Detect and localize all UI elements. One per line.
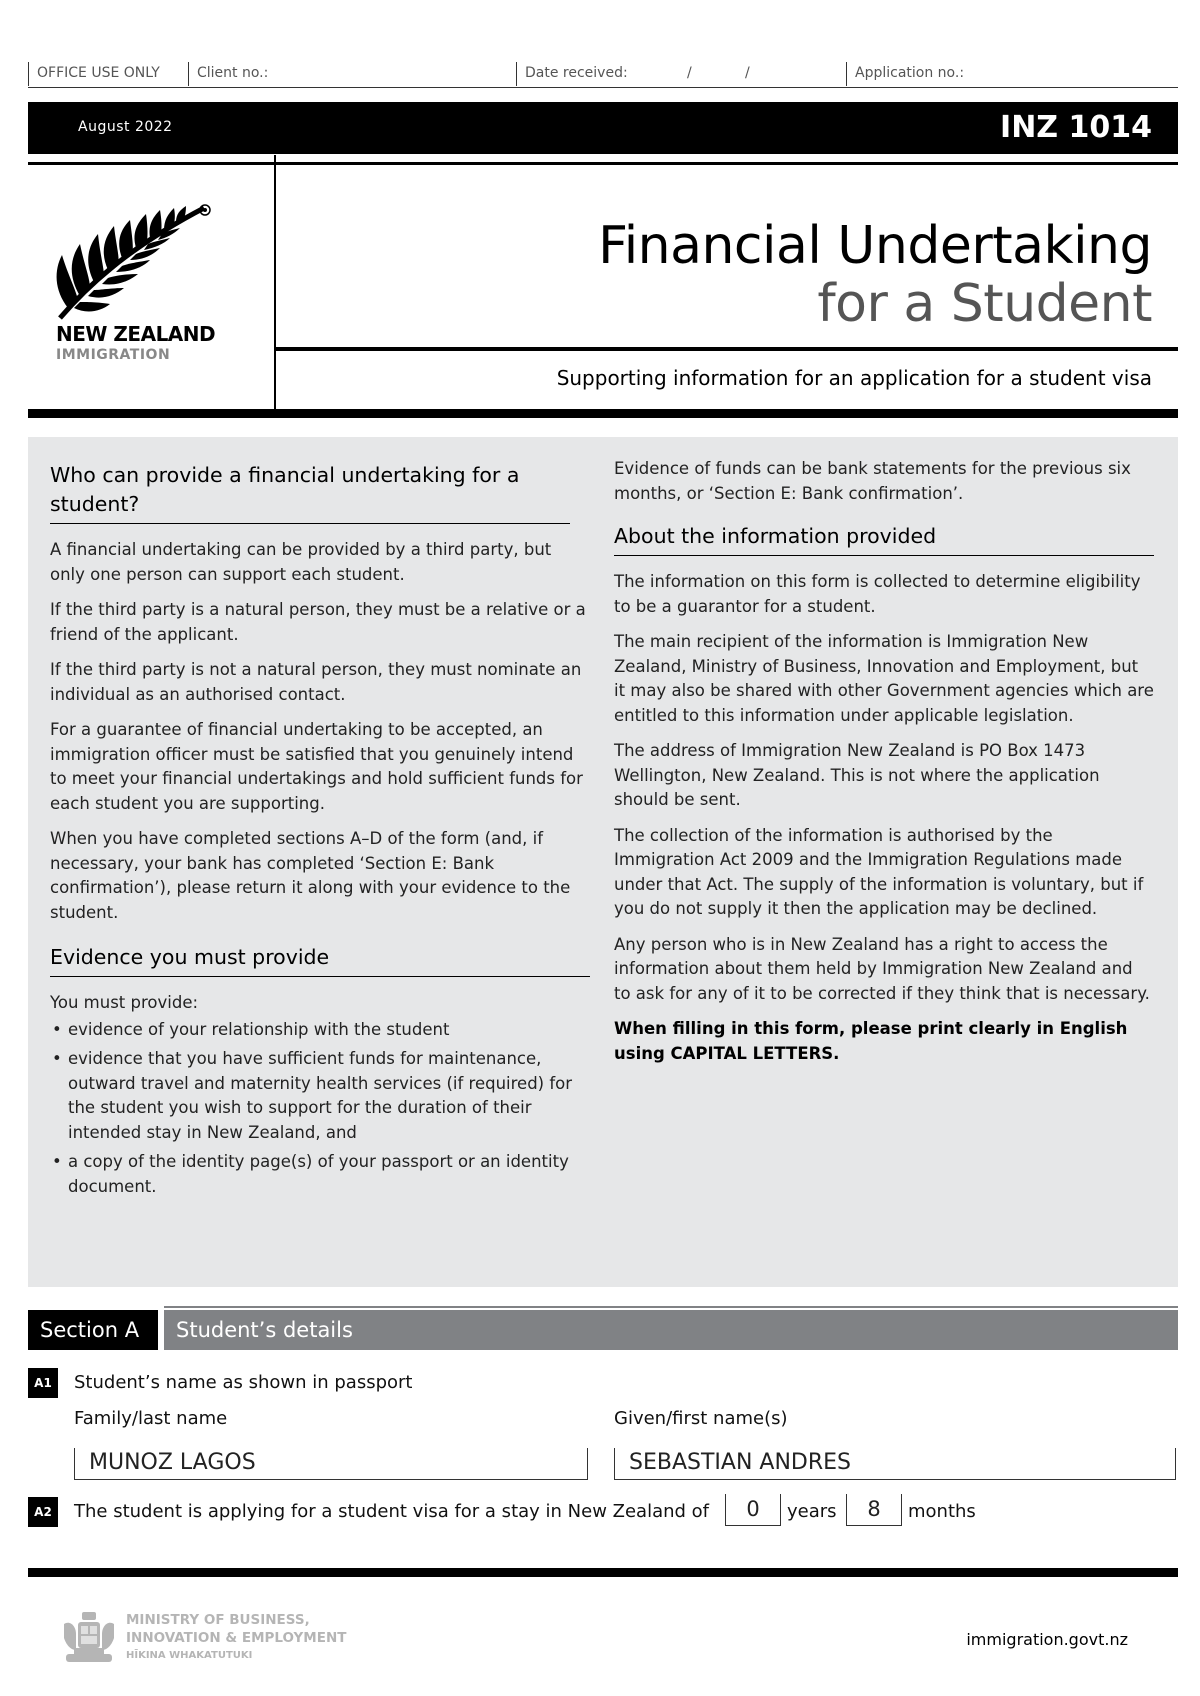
logo-text-immigration: IMMIGRATION bbox=[56, 347, 171, 363]
divider bbox=[164, 1306, 1178, 1308]
evidence-intro: You must provide: bbox=[50, 993, 199, 1012]
question-a1-text: Student’s name as shown in passport bbox=[74, 1372, 413, 1393]
who-paragraph: When you have completed sections A–D of the form (and, if necessary, your bank has completed ‘Section E: Bank confirmation’), please return it along with your evidence to the student. bbox=[50, 829, 571, 922]
page-title-line2: for a Student bbox=[817, 274, 1152, 334]
ministry-name-line2: INNOVATION & EMPLOYMENT bbox=[126, 1630, 347, 1646]
form-date: August 2022 bbox=[78, 119, 173, 135]
divider bbox=[28, 1568, 1178, 1577]
office-use-strip bbox=[28, 62, 1178, 88]
who-paragraph: For a guarantee of financial undertaking to be accepted, an immigration officer must be satisfied that you genuinely intend to meet your financial undertakings and hold sufficient funds for each student you are supporting. bbox=[50, 720, 583, 813]
about-paragraph: The main recipient of the information is Immigration New Zealand, Ministry of Business, Innovation and Employment, but it may also be shared with other Government agencies which are entitled to this information under applicable legislation. bbox=[614, 632, 1154, 725]
client-no-field[interactable]: Client no.: bbox=[188, 62, 508, 86]
section-title: Student’s details bbox=[164, 1310, 1178, 1350]
info-column-left bbox=[50, 461, 590, 1204]
section-tag: Section A bbox=[28, 1310, 158, 1350]
divider bbox=[276, 347, 1178, 351]
ministry-name-maori: HĪKINA WHAKATUTUKI bbox=[126, 1650, 253, 1661]
given-name-input[interactable]: SEBASTIAN ANDRES bbox=[614, 1448, 1176, 1480]
section-a-header bbox=[28, 1310, 1178, 1350]
info-panel bbox=[28, 437, 1178, 1287]
about-heading: About the information provided bbox=[614, 522, 1154, 556]
page-title: Financial Undertaking bbox=[598, 216, 1152, 276]
form-number: INZ 1014 bbox=[1000, 110, 1152, 145]
office-use-label: OFFICE USE ONLY bbox=[28, 62, 178, 86]
mbie-logo bbox=[60, 1610, 360, 1670]
family-name-input[interactable]: MUNOZ LAGOS bbox=[74, 1448, 588, 1480]
who-paragraph: If the third party is a natural person, they must be a relative or a friend of the applicant. bbox=[50, 600, 586, 644]
divider bbox=[28, 409, 1178, 418]
info-column-right bbox=[614, 457, 1154, 1077]
evidence-heading: Evidence you must provide bbox=[50, 943, 590, 977]
divider bbox=[274, 155, 276, 409]
ministry-name-line1: MINISTRY OF BUSINESS, bbox=[126, 1612, 310, 1628]
application-no-field[interactable]: Application no.: bbox=[846, 62, 1176, 86]
header-band bbox=[28, 102, 1178, 154]
coat-of-arms-icon bbox=[60, 1610, 118, 1668]
date-received-field[interactable]: Date received: bbox=[516, 62, 816, 86]
question-a2-text: The student is applying for a student visa for a stay in New Zealand of bbox=[74, 1501, 710, 1522]
who-heading: Who can provide a financial undertaking for a student? bbox=[50, 461, 570, 524]
list-item: • evidence of your relationship with the student bbox=[50, 1018, 590, 1043]
website-link[interactable]: immigration.govt.nz bbox=[966, 1630, 1128, 1649]
funds-paragraph: Evidence of funds can be bank statements for the previous six months, or ‘Section E: Bank confirmation’. bbox=[614, 459, 1131, 503]
years-label: years bbox=[787, 1501, 837, 1522]
date-separator: / bbox=[687, 65, 692, 81]
list-item: • a copy of the identity page(s) of your passport or an identity document. bbox=[50, 1150, 590, 1199]
about-paragraph: Any person who is in New Zealand has a right to access the information about them held by Immigration New Zealand and to ask for any of it to be corrected if they think that is necessary. bbox=[614, 934, 1150, 1003]
question-number-a1: A1 bbox=[28, 1368, 58, 1398]
capital-letters-note: When filling in this form, please print clearly in English using CAPITAL LETTERS. bbox=[614, 1019, 1128, 1063]
given-name-label: Given/first name(s) bbox=[614, 1408, 788, 1429]
logo-text-new-zealand: NEW ZEALAND bbox=[56, 322, 216, 346]
about-paragraph: The collection of the information is authorised by the Immigration Act 2009 and the Immigration Regulations made under that Act. The supply of the information is voluntary, but if you do not supply it then the application may be declined. bbox=[614, 825, 1144, 918]
silver-fern-icon bbox=[54, 200, 234, 325]
stay-years-input[interactable]: 0 bbox=[725, 1494, 781, 1526]
divider bbox=[28, 162, 1178, 165]
page-subtitle: Supporting information for an application for a student visa bbox=[556, 366, 1152, 390]
date-separator: / bbox=[745, 65, 750, 81]
question-number-a2: A2 bbox=[28, 1497, 58, 1527]
about-paragraph: The information on this form is collected to determine eligibility to be a guarantor for a student. bbox=[614, 572, 1141, 616]
stay-months-input[interactable]: 8 bbox=[846, 1494, 902, 1526]
evidence-list bbox=[50, 1018, 590, 1200]
who-paragraph: A financial undertaking can be provided by a third party, but only one person can support each student. bbox=[50, 540, 552, 584]
who-paragraph: If the third party is not a natural person, they must nominate an individual as an authorised contact. bbox=[50, 660, 582, 704]
family-name-label: Family/last name bbox=[74, 1408, 228, 1429]
nz-immigration-logo bbox=[54, 200, 244, 370]
list-item: • evidence that you have sufficient funds for maintenance, outward travel and maternity health services (if required) for the student you wish to support for the duration of their intended stay in New Zealand, and bbox=[50, 1047, 590, 1145]
months-label: months bbox=[908, 1501, 976, 1522]
about-paragraph: The address of Immigration New Zealand is PO Box 1473 Wellington, New Zealand. This is not where the application should be sent. bbox=[614, 741, 1100, 809]
